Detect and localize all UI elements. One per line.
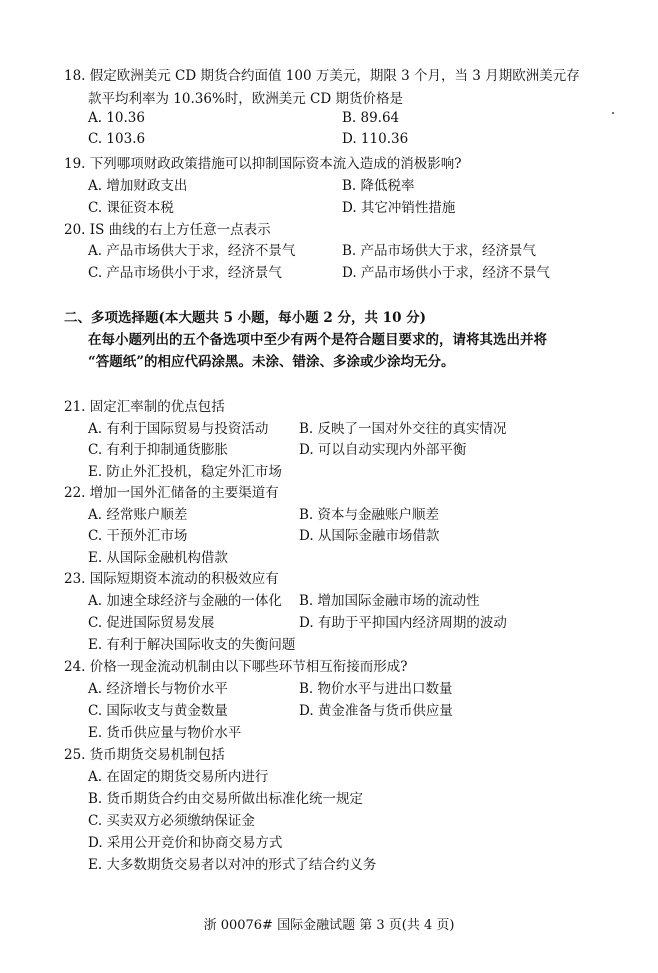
q20-option-d: D. 产品市场供小于求，经济不景气 (342, 265, 550, 281)
q18-stem-line2: 款平均利率为 10.36%时，欧洲美元 CD 期货价格是 (88, 91, 404, 107)
q21-option-b: B. 反映了一国对外交往的真实情况 (299, 421, 507, 437)
q21-stem: 21. 固定汇率制的优点包括 (64, 399, 225, 415)
q20-option-c: C. 产品市场供小于求，经济景气 (88, 265, 282, 281)
q18-option-d: D. 110.36 (342, 131, 409, 147)
q19-option-a: A. 增加财政支出 (88, 178, 188, 194)
q23-option-e: E. 有利于解决国际收支的失衡问题 (88, 637, 296, 653)
q24-option-d: D. 黄金准备与货币供应量 (299, 703, 453, 719)
q22-option-c: C. 干预外汇市场 (88, 528, 188, 544)
q23-option-d: D. 有助于平抑国内经济周期的波动 (299, 615, 507, 631)
q24-option-b: B. 物价水平与进出口数量 (299, 681, 453, 697)
q25-option-c: C. 买卖双方必须缴纳保证金 (88, 813, 255, 829)
q25-option-a: A. 在固定的期货交易所内进行 (88, 769, 269, 785)
scan-speck (612, 112, 614, 114)
q18-option-b: B. 89.64 (342, 110, 400, 126)
q23-option-c: C. 促进国际贸易发展 (88, 615, 215, 631)
q23-option-b: B. 增加国际金融市场的流动性 (299, 593, 480, 609)
q23-stem: 23. 国际短期资本流动的积极效应有 (64, 571, 279, 587)
q18-option-a: A. 10.36 (88, 110, 145, 126)
q22-stem: 22. 增加一国外汇储备的主要渠道有 (64, 485, 279, 501)
q24-option-c: C. 国际收支与黄金数量 (88, 703, 228, 719)
q25-option-e: E. 大多数期货交易者以对冲的形式了结合约义务 (88, 857, 377, 873)
q18-option-c: C. 103.6 (88, 131, 146, 147)
q24-stem: 24. 价格一现金流动机制由以下哪些环节相互衔接而形成? (64, 659, 408, 675)
q22-option-a: A. 经常账户顺差 (88, 507, 188, 523)
q21-option-d: D. 可以自动实现内外部平衡 (299, 442, 467, 458)
q18-stem-line1: 18. 假定欧洲美元 CD 期货合约面值 100 万美元，期限 3 个月，当 3 月期欧洲美元存 (64, 68, 580, 84)
q22-option-b: B. 资本与金融账户顺差 (299, 507, 440, 523)
q24-option-a: A. 经济增长与物价水平 (88, 681, 228, 697)
q22-option-e: E. 从国际金融机构借款 (88, 550, 228, 566)
q20-option-a: A. 产品市场供大于求，经济不景气 (88, 243, 296, 259)
section-title: 二、多项选择题(本大题共 5 小题，每小题 2 分，共 10 分) (64, 310, 427, 326)
q24-option-e: E. 货币供应量与物价水平 (88, 725, 242, 741)
q21-option-e: E. 防止外汇投机，稳定外汇市场 (88, 464, 282, 480)
q20-stem: 20. IS 曲线的右上方任意一点表示 (64, 222, 271, 238)
q25-stem: 25. 货币期货交易机制包括 (64, 747, 225, 763)
q22-option-d: D. 从国际金融市场借款 (299, 528, 440, 544)
q23-option-a: A. 加速全球经济与金融的一体化 (88, 593, 282, 609)
q25-option-d: D. 采用公开竞价和协商交易方式 (88, 835, 283, 851)
section-instruction-line2: “答题纸”的相应代码涂黑。未涂、错涂、多涂或少涂均无分。 (88, 354, 455, 370)
q20-option-b: B. 产品市场供大于求，经济景气 (342, 243, 537, 259)
q21-option-a: A. 有利于国际贸易与投资活动 (88, 421, 269, 437)
page-footer: 浙 00076# 国际金融试题 第 3 页(共 4 页) (203, 918, 455, 933)
section-instruction-line1: 在每小题列出的五个备选项中至少有两个是符合题目要求的，请将其选出并将 (88, 332, 547, 348)
q19-option-d: D. 其它冲销性措施 (342, 200, 456, 216)
q19-stem: 19. 下列哪项财政政策措施可以抑制国际资本流入造成的消极影响? (64, 156, 462, 172)
q21-option-c: C. 有利于抑制通货膨胀 (88, 442, 228, 458)
q19-option-c: C. 课征资本税 (88, 200, 174, 216)
q25-option-b: B. 货币期货合约由交易所做出标准化统一规定 (88, 791, 364, 807)
q19-option-b: B. 降低税率 (342, 178, 415, 194)
